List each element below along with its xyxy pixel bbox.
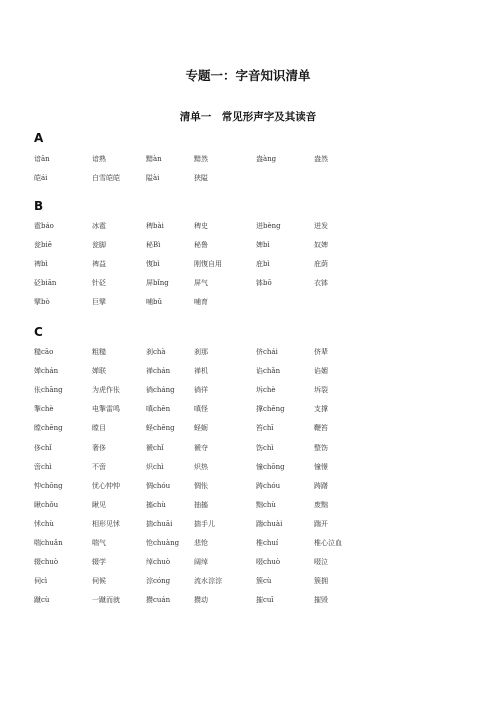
example-word: 为虎作伥 [92, 386, 120, 394]
character-pinyin: 怵chù [34, 520, 54, 528]
character-pinyin: 摧cuī [256, 596, 274, 604]
example-word: 抽搐 [194, 501, 208, 509]
character-pinyin: 伥chāng [34, 386, 63, 394]
example-word: 辍学 [92, 558, 106, 566]
character-pinyin: 伺cì [34, 577, 48, 585]
character-pinyin: 攒cuán [146, 596, 171, 604]
example-word: 悲怆 [194, 539, 208, 547]
character-pinyin: 愎bì [146, 260, 160, 268]
character-pinyin: 嗔chēn [146, 405, 171, 413]
character-pinyin: 婵chán [34, 367, 59, 375]
character-pinyin: 黯àn [146, 155, 162, 163]
word-row [34, 423, 474, 436]
example-word: 踹开 [314, 520, 328, 528]
example-word: 鞭笞 [314, 424, 328, 432]
word-row [34, 500, 474, 513]
example-word: 谙熟 [92, 155, 106, 163]
character-pinyin: 禅chán [146, 367, 171, 375]
character-pinyin: 砭biān [34, 279, 57, 287]
example-word: 稗史 [194, 222, 208, 230]
character-pinyin: 褫chǐ [146, 444, 164, 452]
example-word: 椎心泣血 [314, 539, 342, 547]
example-word: 徜徉 [194, 386, 208, 394]
example-word: 忧心忡忡 [92, 482, 120, 490]
example-word: 瞅见 [92, 501, 106, 509]
example-word: 电掣雷鸣 [92, 405, 120, 413]
example-word: 阔绰 [194, 558, 208, 566]
character-pinyin: 啜chuò [256, 558, 281, 566]
word-row [34, 173, 474, 186]
example-word: 喘气 [92, 539, 106, 547]
character-pinyin: 隘ài [146, 174, 160, 182]
example-word: 秘鲁 [194, 241, 208, 249]
example-word: 瞠目 [92, 424, 106, 432]
example-word: 狭隘 [194, 174, 208, 182]
character-pinyin: 谙ān [34, 155, 50, 163]
example-word: 蛏蛎 [194, 424, 208, 432]
word-row [34, 259, 474, 272]
example-word: 惆怅 [194, 482, 208, 490]
character-pinyin: 搐chù [146, 501, 166, 509]
page-subtitle: 清单一 常见形声字及其读音 [179, 111, 317, 123]
example-word: 流水淙淙 [194, 577, 222, 585]
character-pinyin: 簇cù [256, 577, 272, 585]
example-word: 啜泣 [314, 558, 328, 566]
example-word: 一蹴而就 [92, 596, 120, 604]
character-pinyin: 刹chà [146, 348, 166, 356]
word-row [34, 154, 474, 167]
word-row [34, 519, 474, 532]
character-pinyin: 踌chóu [256, 482, 281, 490]
character-pinyin: 绰chuò [146, 558, 171, 566]
example-word: 簇拥 [314, 577, 328, 585]
character-pinyin: 哺bǔ [146, 298, 162, 306]
example-word: 侪辈 [314, 348, 328, 356]
example-word: 不啻 [92, 463, 106, 471]
example-word: 刹那 [194, 348, 208, 356]
example-word: 攒动 [194, 596, 208, 604]
word-row [34, 481, 474, 494]
word-row [34, 443, 474, 456]
character-pinyin: 秘Bì [146, 241, 161, 249]
character-pinyin: 糙cāo [34, 348, 54, 356]
character-pinyin: 啻chì [34, 463, 52, 471]
character-pinyin: 稗bài [146, 222, 164, 230]
character-pinyin: 徜cháng [146, 386, 175, 394]
character-pinyin: 雹báo [34, 222, 54, 230]
character-pinyin: 侈chǐ [34, 444, 52, 452]
character-pinyin: 擘bò [34, 298, 50, 306]
example-word: 整饬 [314, 444, 328, 452]
example-word: 废黜 [314, 501, 328, 509]
character-pinyin: 撑chēng [256, 405, 285, 413]
example-word: 盎然 [314, 155, 328, 163]
section-letter: C [34, 325, 43, 339]
word-row [34, 221, 474, 234]
example-word: 黯然 [194, 155, 208, 163]
character-pinyin: 黜chù [256, 501, 276, 509]
example-word: 婵联 [92, 367, 106, 375]
character-pinyin: 怆chuàng [146, 539, 180, 547]
character-pinyin: 喘chuǎn [34, 539, 63, 547]
example-word: 伺候 [92, 577, 106, 585]
character-pinyin: 蛏chēng [146, 424, 175, 432]
character-pinyin: 庇bì [256, 260, 270, 268]
word-row [34, 404, 474, 417]
character-pinyin: 钵bō [256, 279, 272, 287]
example-word: 刚愎自用 [194, 260, 222, 268]
character-pinyin: 炽chì [146, 463, 164, 471]
example-word: 奴婢 [314, 241, 328, 249]
example-word: 庇荫 [314, 260, 328, 268]
character-pinyin: 坼chè [256, 386, 276, 394]
character-pinyin: 谄chǎn [256, 367, 281, 375]
character-pinyin: 辍chuò [34, 558, 59, 566]
character-pinyin: 淙cóng [146, 577, 171, 585]
example-word: 摧毁 [314, 596, 328, 604]
word-row [34, 278, 474, 291]
word-row [34, 576, 474, 589]
character-pinyin: 皑ái [34, 174, 48, 182]
character-pinyin: 迸bèng [256, 222, 281, 230]
example-word: 相形见怵 [92, 520, 120, 528]
word-row [34, 347, 474, 360]
character-pinyin: 盎àng [256, 155, 277, 163]
character-pinyin: 踹chuài [256, 520, 283, 528]
word-row [34, 595, 474, 608]
example-word: 谄媚 [314, 367, 328, 375]
example-word: 粗糙 [92, 348, 106, 356]
example-word: 迸发 [314, 222, 328, 230]
character-pinyin: 侪chái [256, 348, 278, 356]
character-pinyin: 瞠chēng [34, 424, 63, 432]
character-pinyin: 揣chuāi [146, 520, 173, 528]
example-word: 嗔怪 [194, 405, 208, 413]
character-pinyin: 掣chè [34, 405, 54, 413]
example-word: 冰雹 [92, 222, 106, 230]
example-word: 瓮脚 [92, 241, 106, 249]
character-pinyin: 椎chuí [256, 539, 279, 547]
example-word: 衣钵 [314, 279, 328, 287]
example-word: 褫夺 [194, 444, 208, 452]
example-word: 屏气 [194, 279, 208, 287]
character-pinyin: 蹴cù [34, 596, 50, 604]
word-row [34, 240, 474, 253]
example-word: 憧憬 [314, 463, 328, 471]
character-pinyin: 惆chóu [146, 482, 171, 490]
word-row [34, 557, 474, 570]
character-pinyin: 瞅chǒu [34, 501, 59, 509]
character-pinyin: 婢bì [256, 241, 270, 249]
example-word: 坼裂 [314, 386, 328, 394]
character-pinyin: 饬chì [256, 444, 274, 452]
example-word: 禅机 [194, 367, 208, 375]
section-letter: A [34, 131, 44, 145]
word-row [34, 297, 474, 310]
character-pinyin: 忡chōng [34, 482, 63, 490]
example-word: 揣手儿 [194, 520, 215, 528]
example-word: 炽热 [194, 463, 208, 471]
character-pinyin: 瓮biē [34, 241, 52, 249]
example-word: 巨擘 [92, 298, 106, 306]
example-word: 支撑 [314, 405, 328, 413]
example-word: 针砭 [92, 279, 106, 287]
section-letter: B [34, 199, 44, 213]
word-row [34, 538, 474, 551]
example-word: 踌躇 [314, 482, 328, 490]
page-title: 专题一：字音知识清单 [185, 68, 311, 83]
character-pinyin: 憧chōng [256, 463, 285, 471]
character-pinyin: 裨bì [34, 260, 48, 268]
character-pinyin: 笞chī [256, 424, 274, 432]
word-row [34, 366, 474, 379]
example-word: 白雪皑皑 [92, 174, 120, 182]
word-row [34, 462, 474, 475]
word-row [34, 385, 474, 398]
example-word: 哺育 [194, 298, 208, 306]
example-word: 奢侈 [92, 444, 106, 452]
character-pinyin: 屏bǐng [146, 279, 169, 287]
example-word: 裨益 [92, 260, 106, 268]
